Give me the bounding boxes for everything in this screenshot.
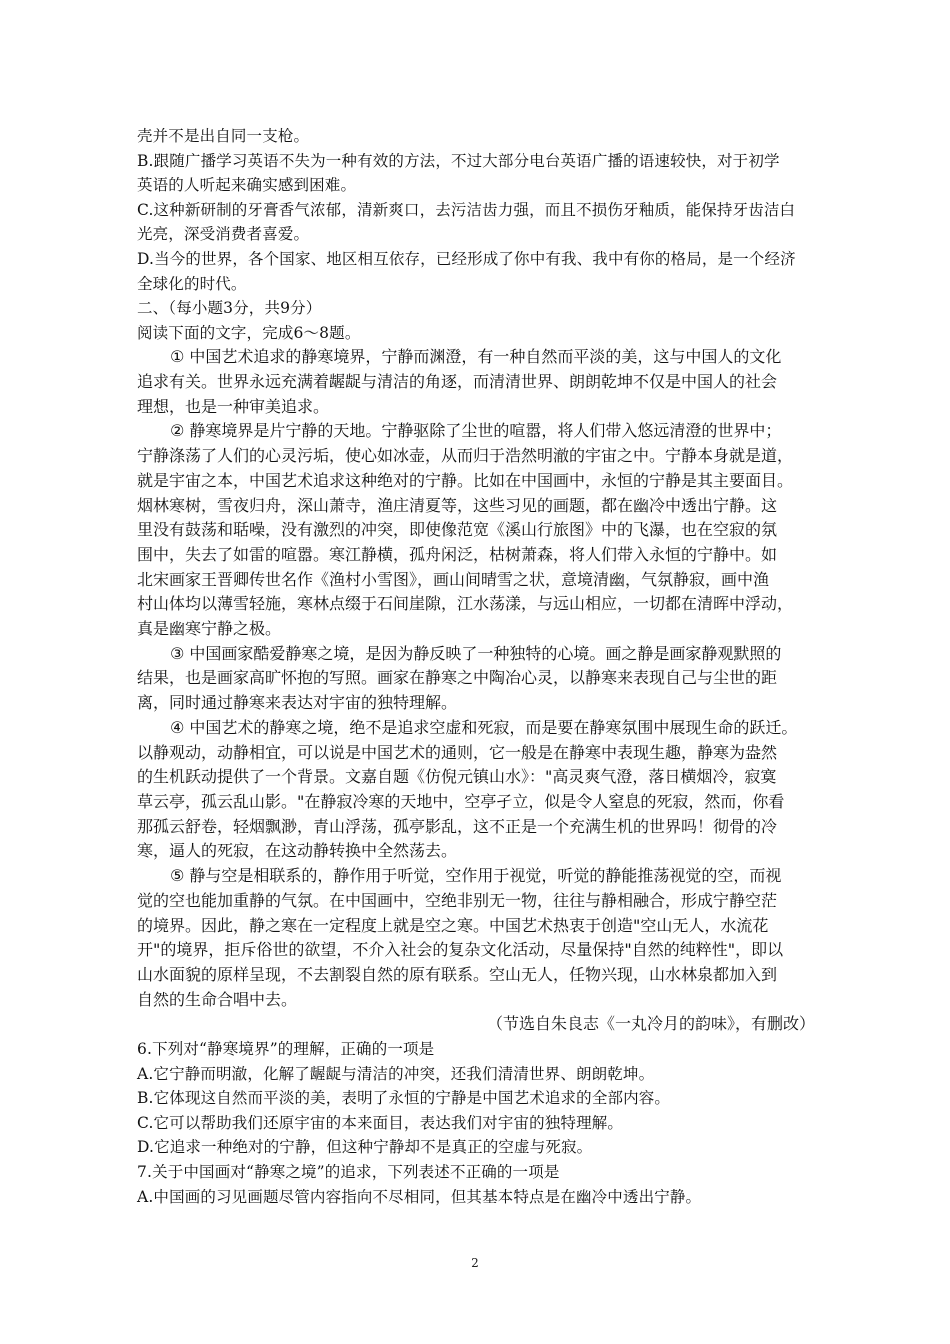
text-line: 那孤云舒卷，轻烟飘渺，青山浮荡，孤亭影乱，这不正是一个充满生机的世界吗！彻骨的冷 — [137, 816, 778, 836]
question-6-option-b: B.它体现这自然而平淡的美，表明了永恒的宁静是中国艺术追求的全部内容。 — [137, 1089, 671, 1108]
text-line: 围中，失去了如雷的喧嚣。寒江静横，孤舟闲泛，枯树萧森，将人们带入永恒的宁静中。如 — [137, 544, 778, 564]
page-number: 2 — [471, 1256, 479, 1270]
text-line: 以静观动，动静相宜，可以说是中国艺术的通则，它一般是在静寒中表现生趣，静寒为盎然 — [137, 742, 778, 762]
question-6-option-d: D.它追求一种绝对的宁静，但这种宁静却不是真正的空虚与死寂。 — [137, 1138, 593, 1157]
text-line: 草云亭，孤云乱山影。"在静寂冷寒的天地中，空亭孑立，似是令人窒息的死寂，然而，你看 — [137, 792, 785, 811]
text-line: ④ 中国艺术的静寒之境，绝不是追求空虚和死寂，而是要在静寒氛围中展现生命的跃迁。 — [170, 717, 798, 737]
text-line: ① 中国艺术追求的静寒境界，宁静而渊澄，有一种自然而平淡的美，这与中国人的文化 — [170, 347, 782, 367]
question-6-option-c: C.它可以帮助我们还原宇宙的本来面目，表达我们对宇宙的独特理解。 — [137, 1113, 624, 1132]
text-line: 烟林寒树，雪夜归舟，深山萧寺，渔庄清夏等，这些习见的画题，都在幽冷中透出宁静。这 — [137, 495, 778, 515]
text-line: 北宋画家王晋卿传世名作《渔村小雪图》，画山间晴雪之状，意境清幽，气氛静寂，画中渔 — [137, 569, 770, 589]
text-line: ② 静寒境界是片宁静的天地。宁静驱除了尘世的喧嚣，将人们带入悠远清澄的世界中； — [170, 421, 782, 441]
text-line: 自然的生命合唱中去。 — [137, 989, 298, 1009]
questions — [137, 1037, 827, 1209]
text-line: 真是幽寒宁静之极。 — [137, 619, 282, 639]
paragraph-3 — [137, 642, 827, 716]
text-line: 壳并不是出自同一支枪。 — [137, 127, 310, 145]
text-line: 理想，也是一种审美追求。 — [137, 396, 330, 416]
text-line: 的境界。因此，静之寒在一定程度上就是空之寒。中国艺术热衷于创造"空山无人，水流花 — [137, 915, 769, 935]
section-heading: 二、（每小题3分，共9分） — [137, 299, 322, 318]
text-line: 山水面貌的原样呈现，不去割裂自然的原有联系。空山无人，任物兴现，山水林泉都加入到 — [137, 964, 778, 984]
option-c-line: C.这种新研制的牙膏香气浓郁，清新爽口，去污洁齿力强，而且不损伤牙釉质，能保持牙齿洁白 — [137, 200, 796, 219]
text-line: 宁静涤荡了人们的心灵污垢，使心如冰壶，从而归于浩然明澈的宇宙之中。宁静本身就是道， — [137, 446, 794, 466]
option-b-line: B.跟随广播学习英语不失为一种有效的方法，不过大部分电台英语广播的语速较快，对于初学 — [137, 151, 780, 170]
option-d-line: D.当今的世界，各个国家、地区相互依存，已经形成了你中有我、我中有你的格局，是一个经济 — [137, 249, 796, 268]
text-line: 结果，也是画家高旷怀抱的写照。画家在静寒之中陶冶心灵，以静寒来表现自己与尘世的距 — [137, 668, 778, 688]
text-line: 村山体均以薄雪轻施，寒林点缀于石间崖隙，江水荡漾，与远山相应，一切都在清晖中浮动， — [137, 594, 794, 614]
passage-source: （节选自朱良志《一丸冷月的韵味》，有删改） — [486, 1014, 815, 1034]
text-line: 寒，逼人的死寂，在这动静转换中全然荡去。 — [137, 841, 458, 861]
text-line: 开"的境界，拒斥俗世的欲望，不介入社会的复杂文化活动，尽量保持"自然的纯粹性"，即以 — [137, 940, 784, 960]
text-line: 追求有关。世界永远充满着龌龊与清洁的角逐，而清清世界、朗朗乾坤不仅是中国人的社会 — [137, 372, 778, 392]
text-line: 光亮，深受消费者喜爱。 — [137, 225, 310, 244]
question-6-option-a: A.它宁静而明澈，化解了龌龊与清洁的冲突，还我们清清世界、朗朗乾坤。 — [137, 1064, 655, 1083]
question-6-stem: 6.下列对“静寒境界”的理解，正确的一项是 — [137, 1040, 435, 1059]
question-7-option-a: A.中国画的习见画题尽管内容指向不尽相同，但其基本特点是在幽冷中透出宁静。 — [137, 1187, 702, 1206]
question-7-stem: 7.关于中国画对“静寒之境”的追求，下列表述不正确的一项是 — [137, 1163, 560, 1181]
text-line: 觉的空也能加重静的气氛。在中国画中，空绝非别无一物，往往与静相融合，形成宁静空茫 — [137, 890, 778, 910]
passage — [137, 345, 827, 1037]
paragraph-1 — [137, 345, 827, 419]
text-line: 里没有鼓荡和聒噪，没有激烈的冲突，即使像范宽《溪山行旅图》中的飞瀑，也在空寂的氛 — [137, 520, 778, 540]
text-line: 英语的人听起来确实感到困难。 — [137, 176, 357, 195]
paragraph-5 — [137, 864, 827, 1012]
paragraph-4 — [137, 716, 827, 864]
page-content — [137, 124, 827, 1209]
text-line: 就是宇宙之本，中国艺术追求这种绝对的宁静。比如在中国画中，永恒的宁静是其主要面目。 — [137, 470, 794, 490]
text-line: ③ 中国画家酷爱静寒之境，是因为静反映了一种独特的心境。画之静是画家静观默照的 — [170, 643, 782, 663]
reading-instruction: 阅读下面的文字，完成6～8题。 — [137, 323, 361, 342]
previous-question-options — [137, 124, 827, 296]
paragraph-2 — [137, 419, 827, 641]
text-line: 的生机跃动提供了一个背景。文嘉自题《仿倪元镇山水》："高灵爽气澄，落日横烟冷，寂寞 — [137, 767, 777, 787]
text-line: 离，同时通过静寒来表达对宇宙的独特理解。 — [137, 693, 458, 713]
text-line: 全球化的时代。 — [137, 274, 247, 293]
text-line: ⑤ 静与空是相联系的，静作用于听觉，空作用于视觉，听觉的静能推荡视觉的空，而视 — [170, 866, 782, 886]
